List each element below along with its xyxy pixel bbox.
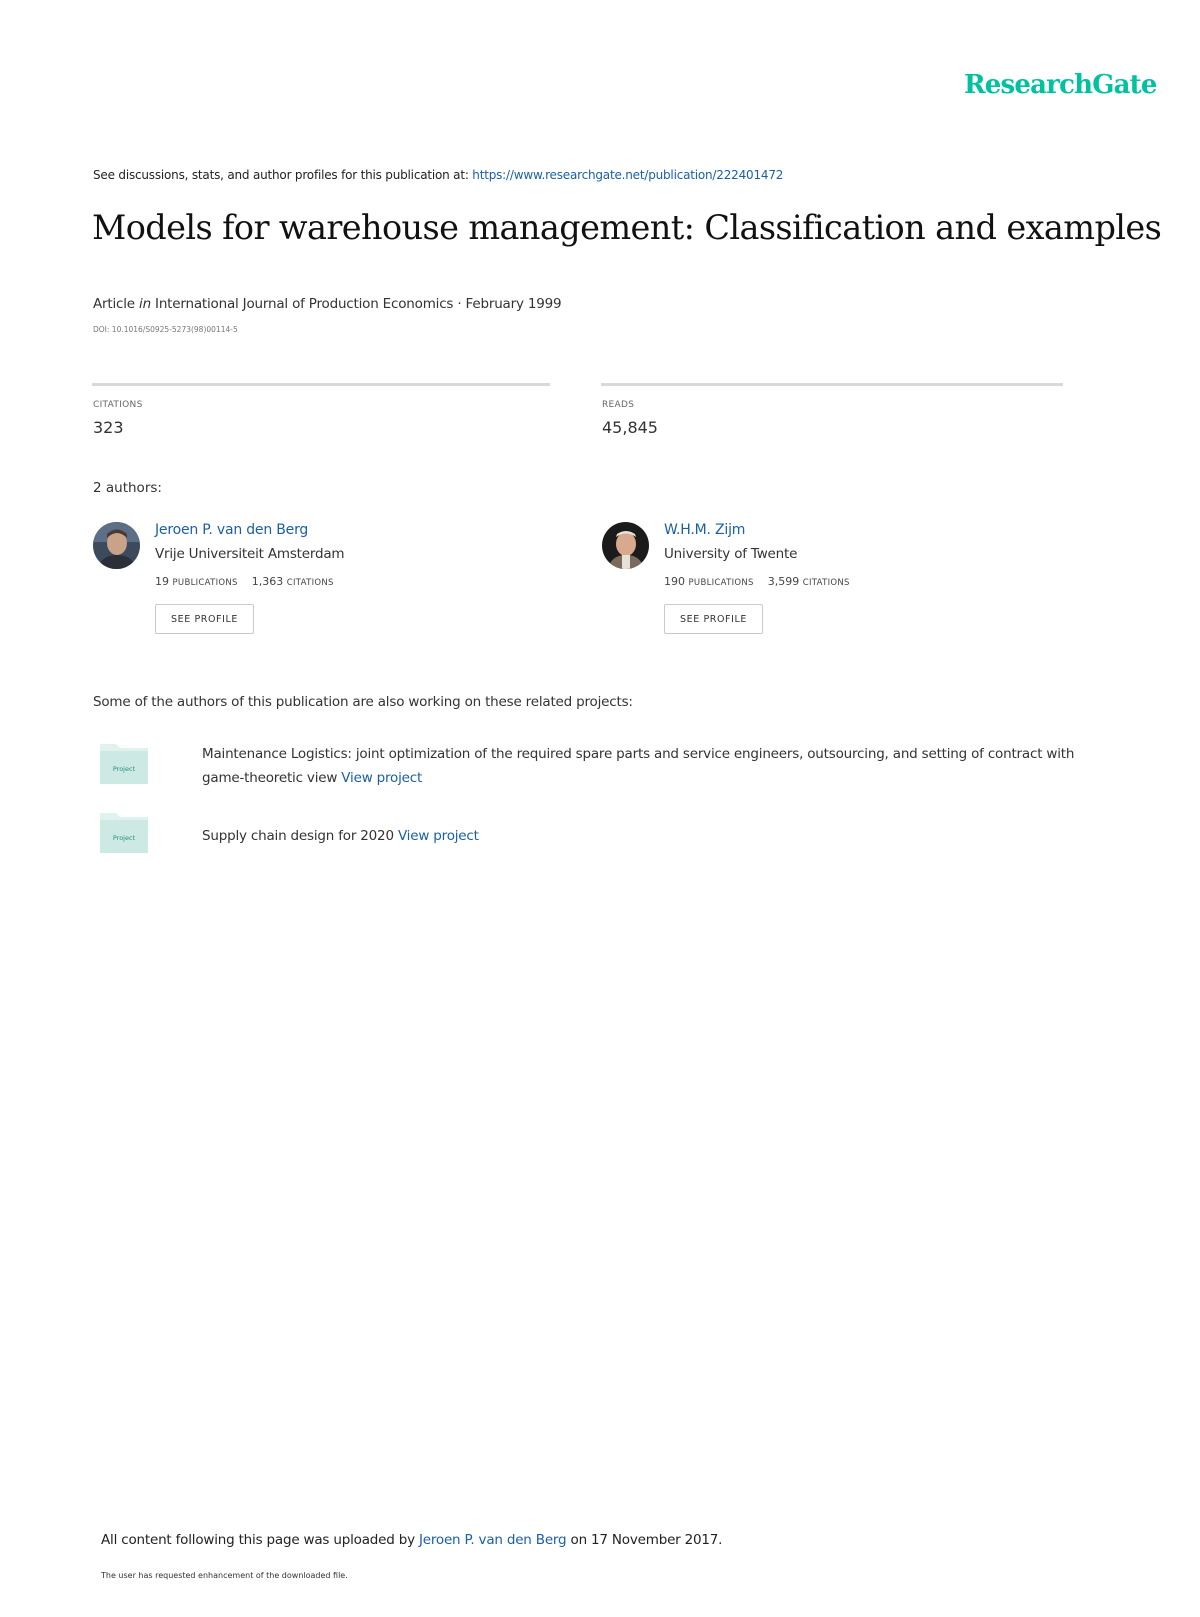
- project-item: [202, 742, 1102, 790]
- article-type: Article: [93, 296, 135, 312]
- authors-heading: 2 authors:: [93, 480, 162, 496]
- author-affiliation: University of Twente: [664, 546, 798, 562]
- citations-label: CITATIONS: [802, 578, 850, 588]
- project-item: [202, 824, 1102, 848]
- reads-label: READS: [602, 400, 635, 410]
- project-icon-label: Project: [112, 834, 136, 842]
- enhancement-note: The user has requested enhancement of the downloaded file.: [101, 1571, 348, 1580]
- author-stats: [155, 575, 334, 588]
- author-stats: [664, 575, 850, 588]
- see-discussions-text: See discussions, stats, and author profiles for this publication at:: [93, 168, 473, 182]
- article-meta-line: [93, 296, 561, 312]
- publication-title: Models for warehouse management: Classification and examples: [92, 208, 1162, 247]
- avatar[interactable]: [602, 522, 649, 569]
- project-folder-icon[interactable]: [98, 742, 150, 786]
- publication-count: 19: [155, 575, 169, 588]
- citations-label: CITATIONS: [93, 400, 143, 410]
- in-word: in: [139, 296, 151, 312]
- project-folder-icon[interactable]: [98, 811, 150, 855]
- see-profile-button[interactable]: SEE PROFILE: [664, 604, 763, 634]
- see-profile-button[interactable]: SEE PROFILE: [155, 604, 254, 634]
- folder-icon: [98, 811, 150, 855]
- publication-count: 190: [664, 575, 685, 588]
- publications-label: PUBLICATIONS: [688, 578, 754, 588]
- project-description: Maintenance Logistics: joint optimization of the required spare parts and service engineers, outsourcing, and setting of contract with game-theoretic view: [202, 746, 1075, 786]
- publications-label: PUBLICATIONS: [172, 578, 238, 588]
- uploader-link[interactable]: Jeroen P. van den Berg: [418, 1532, 567, 1548]
- folder-icon: [98, 742, 150, 786]
- publication-url-link[interactable]: https://www.researchgate.net/publication/222401472: [472, 168, 784, 182]
- upload-note: [101, 1532, 722, 1548]
- author-photo-icon: [93, 522, 140, 569]
- reads-divider: [601, 383, 1063, 386]
- project-icon-label: Project: [112, 765, 136, 773]
- author-name-link[interactable]: W.H.M. Zijm: [664, 522, 746, 538]
- uploaded-suffix: on 17 November 2017.: [566, 1532, 723, 1548]
- citation-count: 3,599: [767, 575, 800, 588]
- reads-value: 45,845: [602, 418, 658, 437]
- avatar[interactable]: [93, 522, 140, 569]
- citations-divider: [92, 383, 550, 386]
- citations-label: CITATIONS: [286, 578, 334, 588]
- see-discussions-line: [93, 168, 783, 182]
- doi-line: DOI: 10.1016/S0925-5273(98)00114-5: [93, 325, 238, 334]
- view-project-link[interactable]: View project: [397, 828, 479, 844]
- citation-count: 1,363: [251, 575, 284, 588]
- author-affiliation: Vrije Universiteit Amsterdam: [155, 546, 345, 562]
- citations-value: 323: [93, 418, 124, 437]
- related-projects-heading: Some of the authors of this publication are also working on these related projects:: [93, 694, 633, 710]
- journal-line: International Journal of Production Economics · February 1999: [155, 296, 562, 312]
- author-name-link[interactable]: Jeroen P. van den Berg: [155, 522, 309, 538]
- uploaded-prefix: All content following this page was uploaded by: [101, 1532, 419, 1548]
- author-photo-icon: [602, 522, 649, 569]
- project-description: Supply chain design for 2020: [202, 828, 394, 844]
- view-project-link[interactable]: View project: [341, 770, 423, 786]
- researchgate-logo[interactable]: ResearchGate: [964, 70, 1157, 100]
